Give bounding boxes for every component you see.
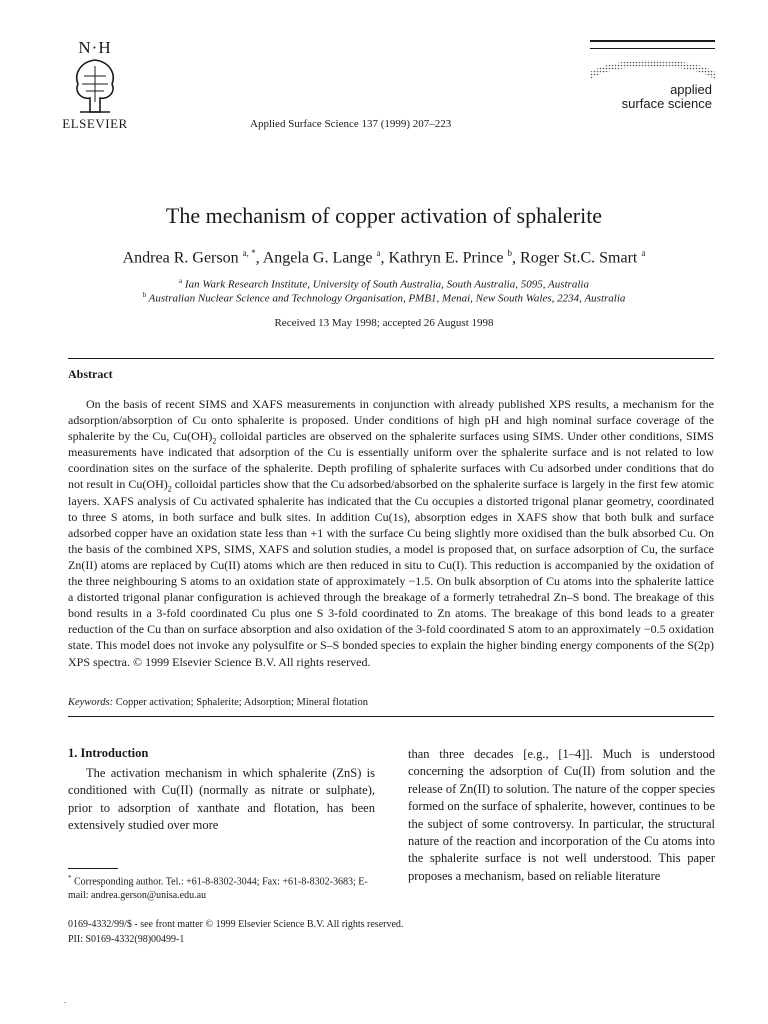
affiliation-text: Ian Wark Research Institute, University of South Australia, South Australia, 5095, Australia (184, 278, 589, 291)
author-affil-mark: a (641, 248, 646, 258)
author-name: Kathryn E. Prince (388, 249, 504, 267)
logo-letters: N·H (78, 38, 112, 57)
author-list (0, 248, 768, 267)
affiliation-a (0, 277, 768, 291)
keywords-text: Copper activation; Sphalerite; Adsorption; Mineral flotation (113, 697, 368, 708)
keywords-label: Keywords: (68, 697, 114, 708)
abstract-text (68, 396, 714, 670)
subscript: 2 (167, 484, 172, 494)
pii-line: PII: S0169-4332(98)00499-1 (68, 934, 185, 945)
affiliation-mark: a (179, 277, 183, 285)
dot-pattern-icon (590, 58, 715, 80)
footnote (68, 871, 375, 903)
affiliation-text: Australian Nuclear Science and Technology Organisation, PMB1, Menai, New South Wales, 2234, Australia (148, 292, 626, 305)
affiliation-b (0, 291, 768, 305)
issn-line: 0169-4332/99/$ - see front matter © 1999 Elsevier Science B.V. All rights reserved. (68, 919, 404, 930)
divider-bottom (68, 716, 714, 717)
author-separator: , (380, 249, 389, 267)
author-affil-mark: a (376, 248, 381, 258)
page-dot: . (64, 996, 66, 1005)
brand-rule-thin (590, 48, 715, 49)
footnote-mark: * (68, 874, 72, 882)
journal-brand (590, 40, 715, 120)
article-title: The mechanism of copper activation of sphalerite (165, 203, 603, 228)
tree-icon (70, 58, 120, 114)
received-dates: Received 13 May 1998; accepted 26 August 1998 (274, 317, 494, 329)
footnote-text: Corresponding author. Tel.: +61-8-8302-3044; Fax: +61-8-8302-3683; E-mail: andrea.gerson@unisa.edu.au (68, 876, 368, 902)
footnote-rule (68, 868, 118, 869)
author-name: Angela G. Lange (262, 249, 373, 267)
abstract-text-part: colloidal particles are observed on the sphalerite surfaces using SIMS. Under other conditions, SIMS measurements have indicated that adsorption of the Cu is essentially uniform over the sphalerite surface and is not related to low coordination sites on the surface of the sphalerite. Depth profiling of sphalerite surfaces with Cu adsorbed under conditions that do not result in Cu(OH) (68, 429, 714, 492)
intro-paragraph-continued: than three decades [e.g., [1–4]]. Much is understood concerning the adsorption of Cu(II) from solution and the release of Zn(II) to solution. The nature of the copper species formed on the surface of sphalerite, however, continues to be the subject of some controversy. In particular, the structural nature of the reaction and incorporation of the Cu atoms into the sphalerite surface is not well understood. This paper proposes a mechanism, based on reliable literature (408, 747, 715, 883)
column-left (68, 746, 375, 835)
author-name: Andrea R. Gerson (122, 249, 239, 267)
brand-text-surface-science: surface science (621, 96, 712, 111)
author-affil-mark: b (507, 248, 513, 258)
subscript: 2 (212, 436, 217, 446)
intro-paragraph: The activation mechanism in which sphalerite (ZnS) is conditioned with Cu(II) (normally as nitrate or sulphate), prior to adsorption of xanthate and flotation, has been extensively studied over more (68, 766, 375, 833)
brand-rule-top (590, 40, 715, 42)
section-heading: 1. Introduction (68, 746, 149, 760)
author-name: Roger St.C. Smart (520, 249, 638, 267)
abstract-heading: Abstract (68, 367, 113, 381)
abstract-text-part: colloidal particles show that the Cu adsorbed/absorbed on the sphalerite surface is largely in the first few atomic layers. XAFS analysis of Cu activated sphalerite has indicated that the Cu occupies a distorted trigonal planar geometry, coordinated to three S atoms, in both surface and bulk sites. In addition Cu(1s), absorption edges in XAFS show that both bulk and surface adsorbed copper have an oxidation state less than +1 with the surface Cu being slightly more oxidised than the bulk absorbed Cu. On the basis of the combined XPS, SIMS, XAFS and solution studies, a model is proposed that, on surface adsorption of Cu, the surface Zn(II) atoms are replaced by Cu(II) atoms which are then reduced in situ to Cu(I). This reduction is accompanied by the oxidation of the three neighbouring S atoms to an oxidation state of approximately −1.5. On bulk absorption of Cu atoms into the sphalerite lattice a distorted trigonal planar configuration is achieved through the breakage of a formerly tetrahedral Zn–S bond. The breakage of this bond results in a 3-fold coordinated Cu plus one S 3-fold coordinated to Zn atoms. The breakage of this bond leads to a greater reduction of the Cu than on surface absorption and also oxidation of the 3-fold coordinated S atom to an approximately −0.5 oxidation state. This model does not invoke any polysulfite or S–S bonded species to explain the higher binding energy components of the S(2p) XPS spectra. © 1999 Elsevier Science B.V. All rights reserved. (68, 477, 714, 669)
abstract-text-part: On the basis of recent SIMS and XAFS measurements in conjunction with already published XPS results, a mechanism for the adsorption/absorption of Cu onto sphalerite is proposed. Under conditions of high pH and high nominal surface coverage of the sphalerite by the Cu, Cu(OH) (68, 397, 714, 444)
brand-text-applied: applied (670, 82, 712, 97)
author-separator: , (255, 249, 263, 267)
column-right (408, 746, 715, 885)
journal-citation: Applied Surface Science 137 (1999) 207–223 (250, 118, 452, 130)
divider-top (68, 358, 714, 359)
keywords (68, 697, 714, 708)
author-affil-mark: a, * (242, 248, 256, 258)
publisher-name: ELSEVIER (62, 116, 128, 131)
affiliation-mark: b (142, 291, 147, 299)
elsevier-logo (60, 38, 130, 138)
author-separator: , (512, 249, 521, 267)
